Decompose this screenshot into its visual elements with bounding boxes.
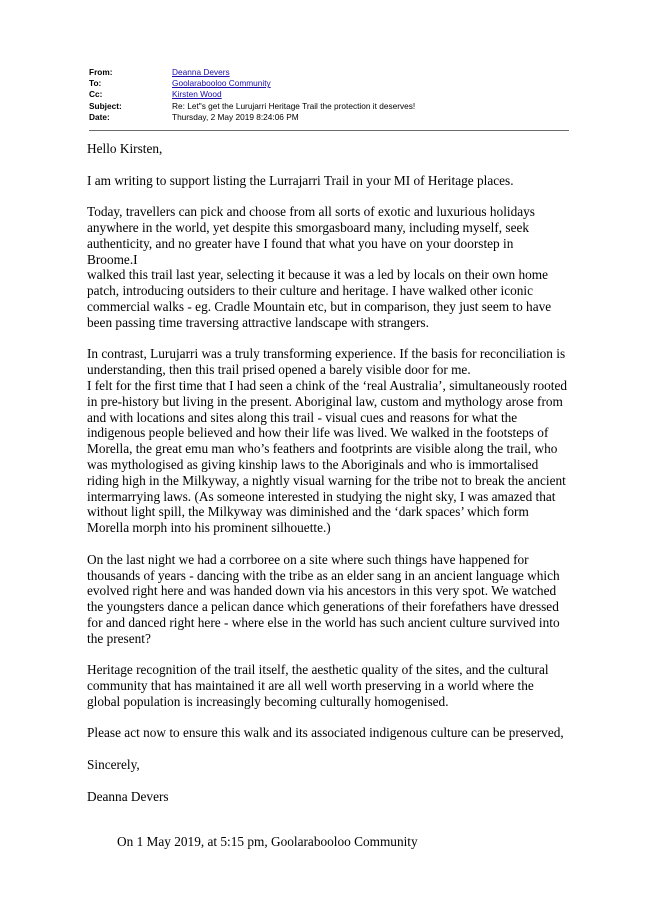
to-link[interactable]: Goolarabooloo Community — [172, 78, 271, 89]
body-paragraph: I am writing to support listing the Lurrajarri Trail in your MI of Heritage places. — [87, 172, 514, 188]
body-paragraph: In contrast, Lurujarri was a truly transforming experience. If the basis for reconciliation is understanding, then this trail prised opened a barely visible door for me. I felt for the first time that I had seen a chink of the ‘real Australia’, simultaneously rooted in pre-history but living in the present. Aboriginal law, custom and mythology arose from and with locations and sites along this trail - visual cues and reasons for what the indigenous people believed and how their life was lived. We walked in the footsteps of Morella, the great emu man who’s feathers and footprints are visible along the trail, who was mythologised as giving kinship laws to the Aboriginals and who is immortalised riding high in the Milkyway, a nightly visual warning for the tribe not to break the ancient intermarrying laws. (As someone interested in studying the night sky, I was amazed that without light spill, the Milkyway was diminished and the ‘dark spaces’ which form Morella morph into his prominent silhouette.) — [87, 346, 568, 536]
closing: Sincerely, — [87, 757, 140, 773]
date-row — [89, 112, 569, 123]
header-divider — [89, 130, 569, 131]
cc-row — [89, 89, 569, 100]
from-link[interactable]: Deanna Devers — [172, 67, 230, 77]
to-row — [89, 78, 569, 89]
date-value: Thursday, 2 May 2019 8:24:06 PM — [172, 111, 299, 122]
signature: Deanna Devers — [87, 788, 169, 804]
cc-link[interactable]: Kirsten Wood — [172, 89, 222, 100]
greeting: Hello Kirsten, — [87, 141, 163, 156]
quoted-message-header: On 1 May 2019, at 5:15 pm, Goolarabooloo Community — [117, 834, 418, 849]
to-label: To: — [89, 78, 102, 89]
subject-value: Re: Let"s get the Lurujarri Heritage Trail the protection it deserves! — [172, 100, 416, 111]
body-paragraph: On the last night we had a corrboree on a site where such things have happened for thousands of years - dancing with the tribe as an elder sang in an ancient language which evolved right here and was handed down via his ancestors in this very spot. We watched the youngsters dance a pelican dance which generations of their forefathers have dressed for and danced right here - where else in the world has such ancient culture survived into the present? — [87, 551, 560, 646]
email-body — [87, 141, 567, 820]
body-paragraph: Heritage recognition of the trail itself, the aesthetic quality of the sites, and the cultural community that has maintained it are all well worth preserving in a world where the global population is increasingly becoming culturally homogenised. — [87, 662, 549, 709]
subject-row — [89, 101, 569, 112]
body-paragraph: Please act now to ensure this walk and its associated indigenous culture can be preserved, — [87, 725, 564, 741]
email-header — [89, 67, 569, 123]
cc-label: Cc: — [89, 89, 103, 100]
subject-label: Subject: — [89, 100, 122, 111]
date-label: Date: — [89, 111, 110, 122]
body-paragraph: Today, travellers can pick and choose from all sorts of exotic and luxurious holidays anywhere in the world, yet despite this smorgasboard many, including myself, seek authenticity, and no greater have I found that what you have on your doorstep in Broome.I walked this trail last year, selecting it because it was a led by locals on their own home patch, introducing outsiders to their culture and heritage. I have walked other iconic commercial walks - eg. Cradle Mountain etc, but in comparison, they just seem to have been passing time traversing attractive landscape with strangers. — [87, 204, 552, 330]
from-label: From: — [89, 67, 113, 77]
from-row — [89, 67, 569, 78]
